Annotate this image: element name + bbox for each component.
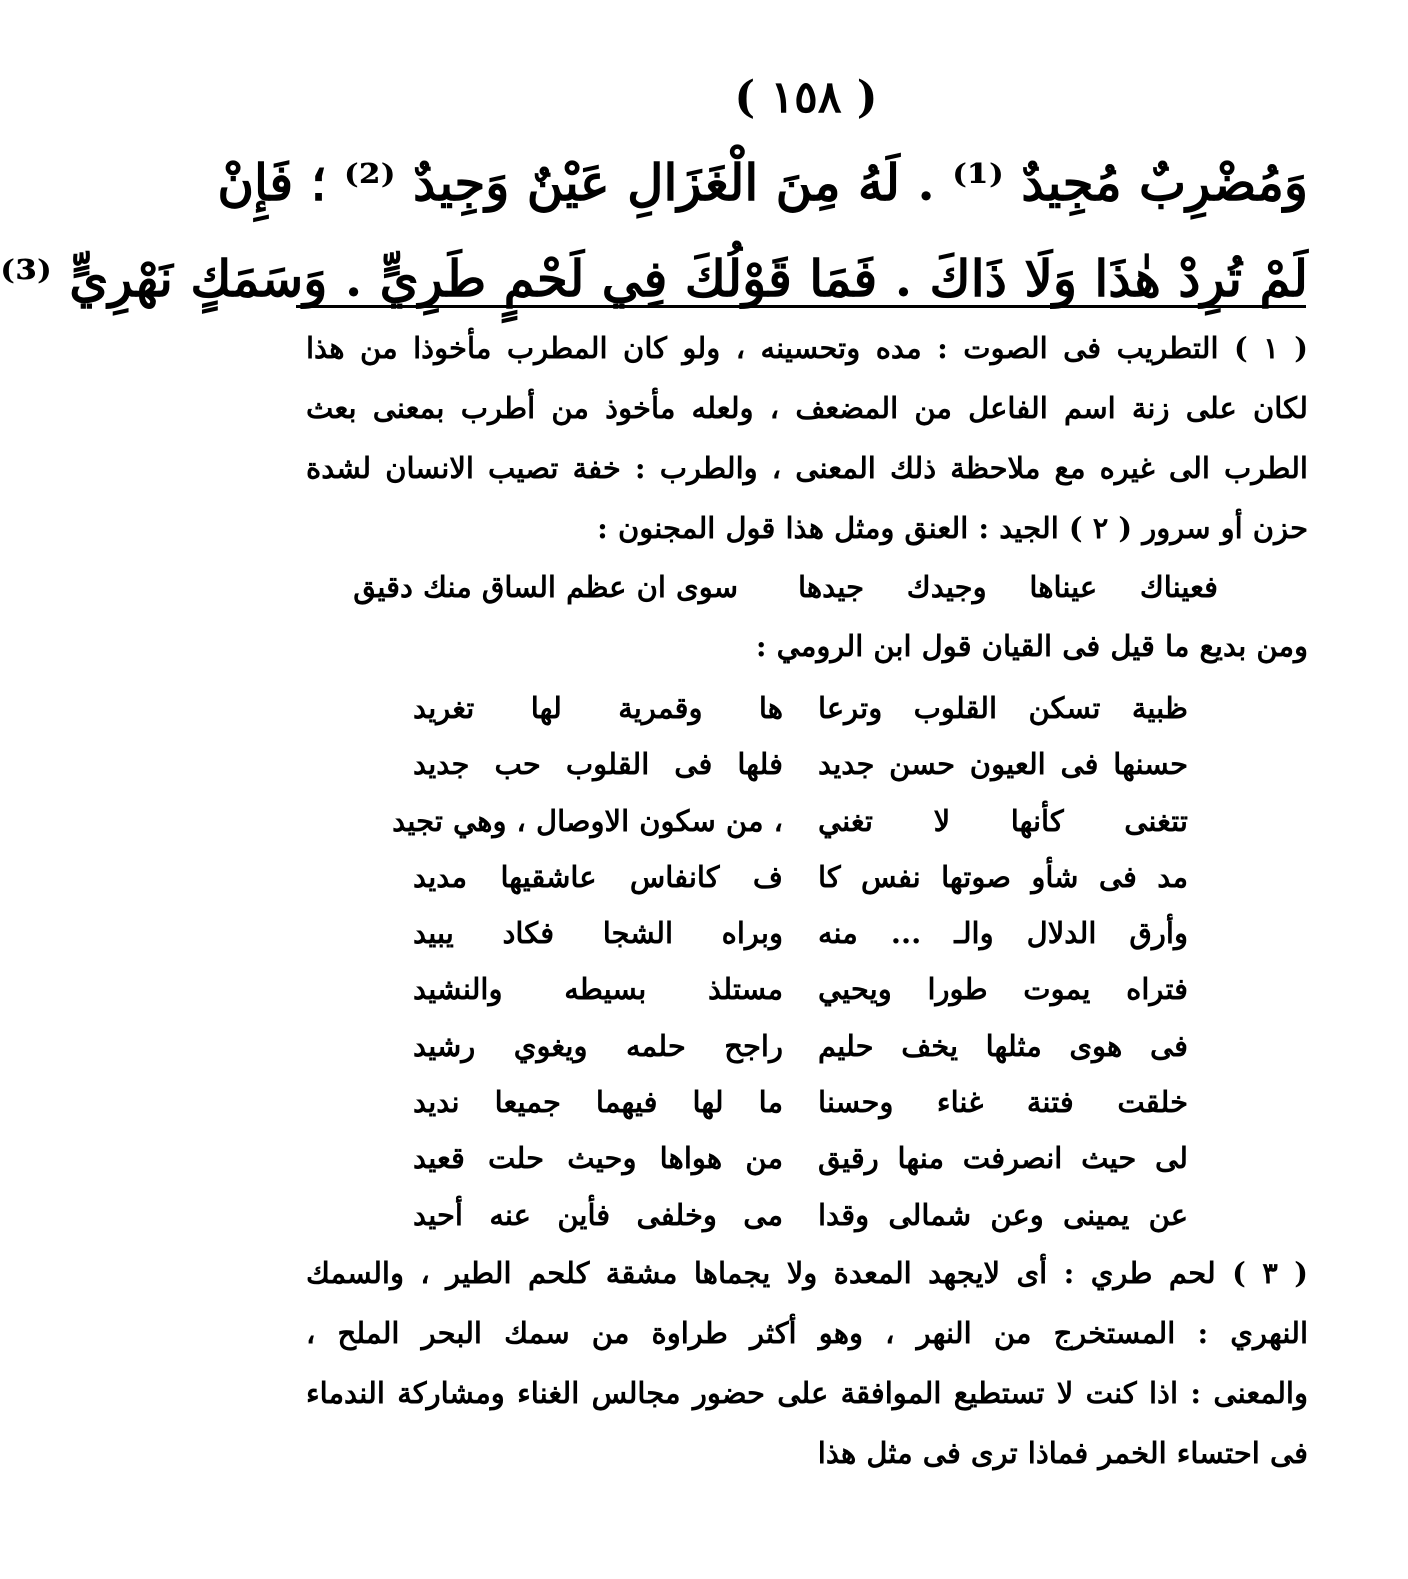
page-number: ( ١٥٨ ) xyxy=(734,72,878,123)
poem-verse xyxy=(306,1018,1308,1074)
footnote-last-line: فى احتساء الخمر فماذا ترى فى مثل هذا xyxy=(817,1435,1308,1470)
poem-verse xyxy=(306,961,1308,1017)
verse-first-hemistich: لى حيث انصرفت منها رقيق xyxy=(818,1141,1188,1176)
footnote-line: النهري : المستخرج من النهر ، وهو أكثر طراوة من سمك البحر الملح ، xyxy=(306,1315,1308,1350)
verse-first-hemistich: خلقت فتنة غناء وحسنا xyxy=(818,1085,1188,1120)
verse-second-hemistich: ما لها فيهما جميعا نديد xyxy=(413,1085,783,1120)
main-text-line: وَمُضْرِبٌ مُجِيدٌ ⁽¹⁾ . لَهُ مِنَ الْغَزَالِ عَيْنٌ وَجِيدٌ ⁽²⁾ ؛ فَإِنْ xyxy=(217,153,1308,212)
footnote-line: الطرب الى غيره مع ملاحظة ذلك المعنى ، والطرب : خفة تصيب الانسان لشدة xyxy=(306,451,1308,485)
verse-first-hemistich: مد فى شأو صوتها نفس كا xyxy=(818,859,1188,894)
verse-second-hemistich: ، من سكون الاوصال ، وهي تجيد xyxy=(392,803,783,838)
footnote-line: ( ٣ ) لحم طري : أى لايجهد المعدة ولا يجماها مشقة كلحم الطير ، والسمك xyxy=(306,1255,1308,1290)
verse-second-hemistich: وبراه الشجا فكاد يبيد xyxy=(413,916,783,951)
poem-verse xyxy=(306,1130,1308,1186)
footnote-line: حزن أو سرور ( ٢ ) الجيد : العنق ومثل هذا قول المجنون : xyxy=(597,511,1308,545)
verse-second-hemistich: ف كانفاس عاشقيها مديد xyxy=(413,859,783,894)
majnun-verse xyxy=(306,558,1308,616)
poem-verse xyxy=(306,849,1308,905)
poem-verse xyxy=(306,1187,1308,1243)
poem-verse xyxy=(306,680,1308,736)
ibn-al-rumi-poem xyxy=(306,680,1308,1243)
footnote-line: والمعنى : اذا كنت لا تستطيع الموافقة على حضور مجالس الغناء ومشاركة الندماء xyxy=(306,1375,1308,1410)
poem-verse xyxy=(306,736,1308,792)
poem-verse xyxy=(306,905,1308,961)
verse-first-hemistich: فعيناك عيناها وجيدك جيدها xyxy=(798,570,1218,604)
verse-first-hemistich: فتراه يموت طورا ويحيي xyxy=(818,972,1188,1007)
footnote-line: لكان على زنة اسم الفاعل من المضعف ، ولعله مأخوذ من أطرب بمعنى بعث xyxy=(306,391,1308,425)
verse-second-hemistich: مى وخلفى فأين عنه أحيد xyxy=(413,1197,783,1232)
verse-second-hemistich: فلها فى القلوب حب جديد xyxy=(413,747,783,782)
verse-first-hemistich: ظبية تسكن القلوب وترعا xyxy=(818,691,1188,725)
verse-first-hemistich: وأرق الدلال والـ ... منه xyxy=(818,916,1188,951)
verse-second-hemistich: ها وقمرية لها تغريد xyxy=(413,691,783,725)
footnote-divider xyxy=(296,305,1306,308)
verse-second-hemistich: من هواها وحيث حلت قعيد xyxy=(413,1141,783,1176)
verse-first-hemistich: فى هوى مثلها يخف حليم xyxy=(818,1028,1188,1063)
main-text-line: لَمْ تُرِدْ هٰذَا وَلَا ذَاكَ . فَمَا قَوْلُكَ فِي لَحْمٍ طَرِيٍّ . وَسَمَكٍ نَهْرِيٍّ ⁽³⁾ xyxy=(0,249,1308,308)
verse-first-hemistich: حسنها فى العيون حسن جديد xyxy=(818,747,1188,782)
verse-second-hemistich: سوى ان عظم الساق منك دقيق xyxy=(353,570,738,604)
verse-second-hemistich: راجح حلمه ويغوي رشيد xyxy=(413,1028,783,1063)
verse-first-hemistich: عن يمينى وعن شمالى وقدا xyxy=(818,1197,1188,1232)
verse-first-hemistich: تتغنى كأنها لا تغني xyxy=(818,803,1188,838)
poem-intro-line: ومن بديع ما قيل فى القيان قول ابن الرومي : xyxy=(755,629,1308,663)
poem-verse xyxy=(306,1074,1308,1130)
footnote-line: ( ١ ) التطريب فى الصوت : مده وتحسينه ، ولو كان المطرب مأخوذا من هذا xyxy=(306,331,1308,365)
footnotes xyxy=(306,318,1308,1483)
poem-verse xyxy=(306,793,1308,849)
verse-second-hemistich: مستلذ بسيطه والنشيد xyxy=(413,972,783,1007)
main-text xyxy=(0,135,1308,327)
